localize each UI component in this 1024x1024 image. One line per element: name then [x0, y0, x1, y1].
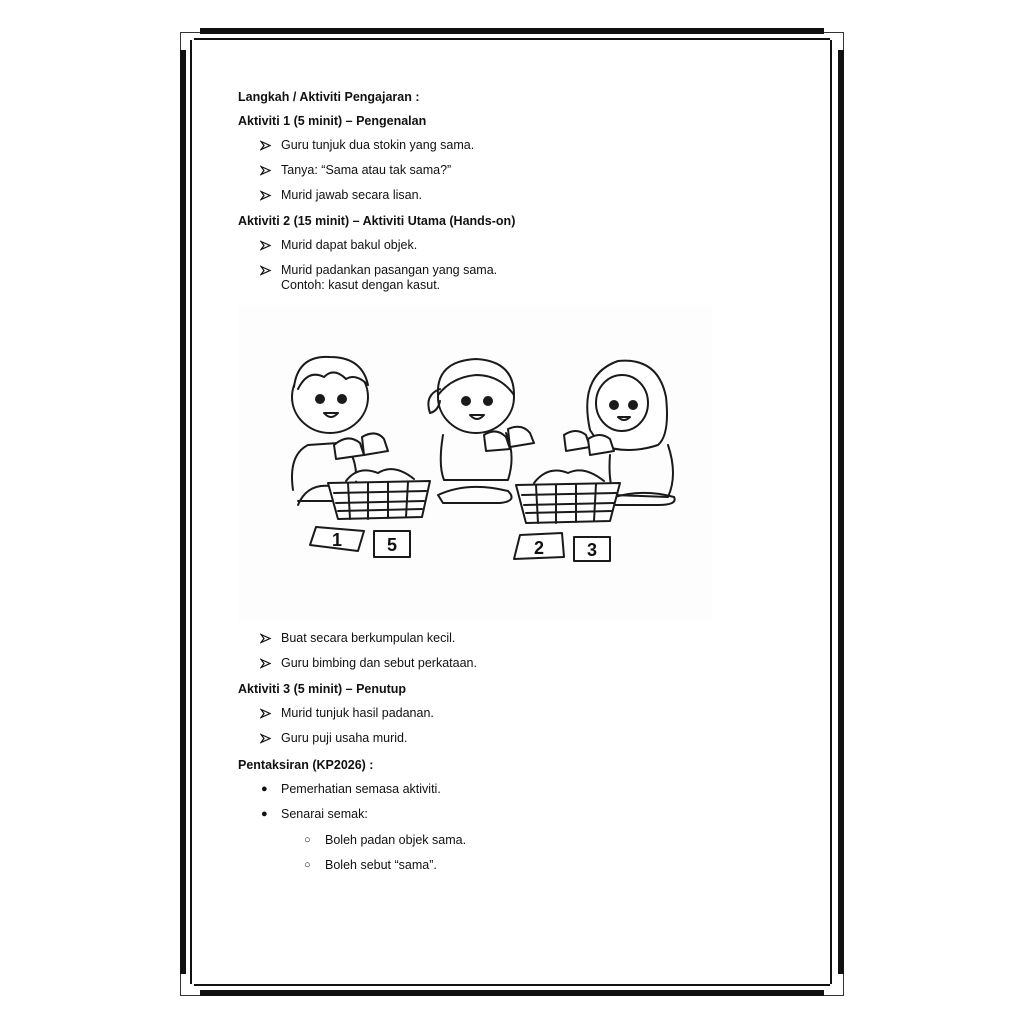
arrow-bullet-icon	[260, 731, 272, 746]
border-top	[200, 28, 824, 34]
card-label: 1	[331, 530, 343, 550]
bullet-circle-icon: ○	[304, 859, 311, 871]
list-item: Senarai semak:	[281, 807, 368, 821]
bullet-dot-icon: ●	[261, 808, 268, 820]
list-item: Guru puji usaha murid.	[281, 731, 408, 745]
list-item: Guru tunjuk dua stokin yang sama.	[281, 138, 475, 152]
border-left	[180, 50, 186, 974]
list-item: Tanya: “Sama atau tak sama?”	[281, 163, 452, 177]
card-label: 3	[586, 540, 598, 560]
arrow-bullet-icon	[260, 263, 272, 278]
basket-left	[328, 469, 430, 519]
bullet-circle-icon: ○	[304, 834, 311, 846]
border-bottom-inner	[194, 984, 830, 986]
border-left-inner	[190, 40, 192, 984]
bullet-dot-icon: ●	[261, 783, 268, 795]
list-item: Murid padankan pasangan yang sama.	[281, 263, 498, 277]
arrow-bullet-icon	[260, 631, 272, 646]
arrow-bullet-icon	[260, 238, 272, 253]
arrow-bullet-icon	[260, 706, 272, 721]
border-bottom	[200, 990, 824, 996]
list-item: Pemerhatian semasa aktiviti.	[281, 782, 441, 796]
sub-list-item: Boleh padan objek sama.	[325, 833, 467, 847]
sub-list-item: Boleh sebut “sama”.	[325, 858, 437, 872]
border-right-inner	[830, 40, 832, 984]
arrow-bullet-icon	[260, 163, 272, 178]
arrow-bullet-icon	[260, 188, 272, 203]
heading-langkah: Langkah / Aktiviti Pengajaran :	[238, 90, 420, 104]
girl-figure	[428, 359, 514, 503]
arrow-bullet-icon	[260, 138, 272, 153]
heading-aktiviti-3: Aktiviti 3 (5 minit) – Penutup	[238, 682, 407, 696]
heading-aktiviti-2: Aktiviti 2 (15 minit) – Aktiviti Utama (Hands-on)	[238, 214, 516, 228]
children-matching-shoes-illustration	[238, 305, 712, 621]
list-item: Guru bimbing dan sebut perkataan.	[281, 656, 477, 670]
basket-right	[516, 470, 620, 523]
list-item: Murid dapat bakul objek.	[281, 238, 418, 252]
card-label: 2	[533, 538, 545, 558]
list-item: Buat secara berkumpulan kecil.	[281, 631, 456, 645]
list-item-continuation: Contoh: kasut dengan kasut.	[281, 278, 441, 292]
list-item: Murid tunjuk hasil padanan.	[281, 706, 434, 720]
heading-pentaksiran: Pentaksiran (KP2026) :	[238, 758, 374, 772]
list-item: Murid jawab secara lisan.	[281, 188, 423, 202]
border-right	[838, 50, 844, 974]
card-label: 5	[386, 535, 398, 555]
arrow-bullet-icon	[260, 656, 272, 671]
heading-aktiviti-1: Aktiviti 1 (5 minit) – Pengenalan	[238, 114, 427, 128]
border-top-inner	[194, 38, 830, 40]
